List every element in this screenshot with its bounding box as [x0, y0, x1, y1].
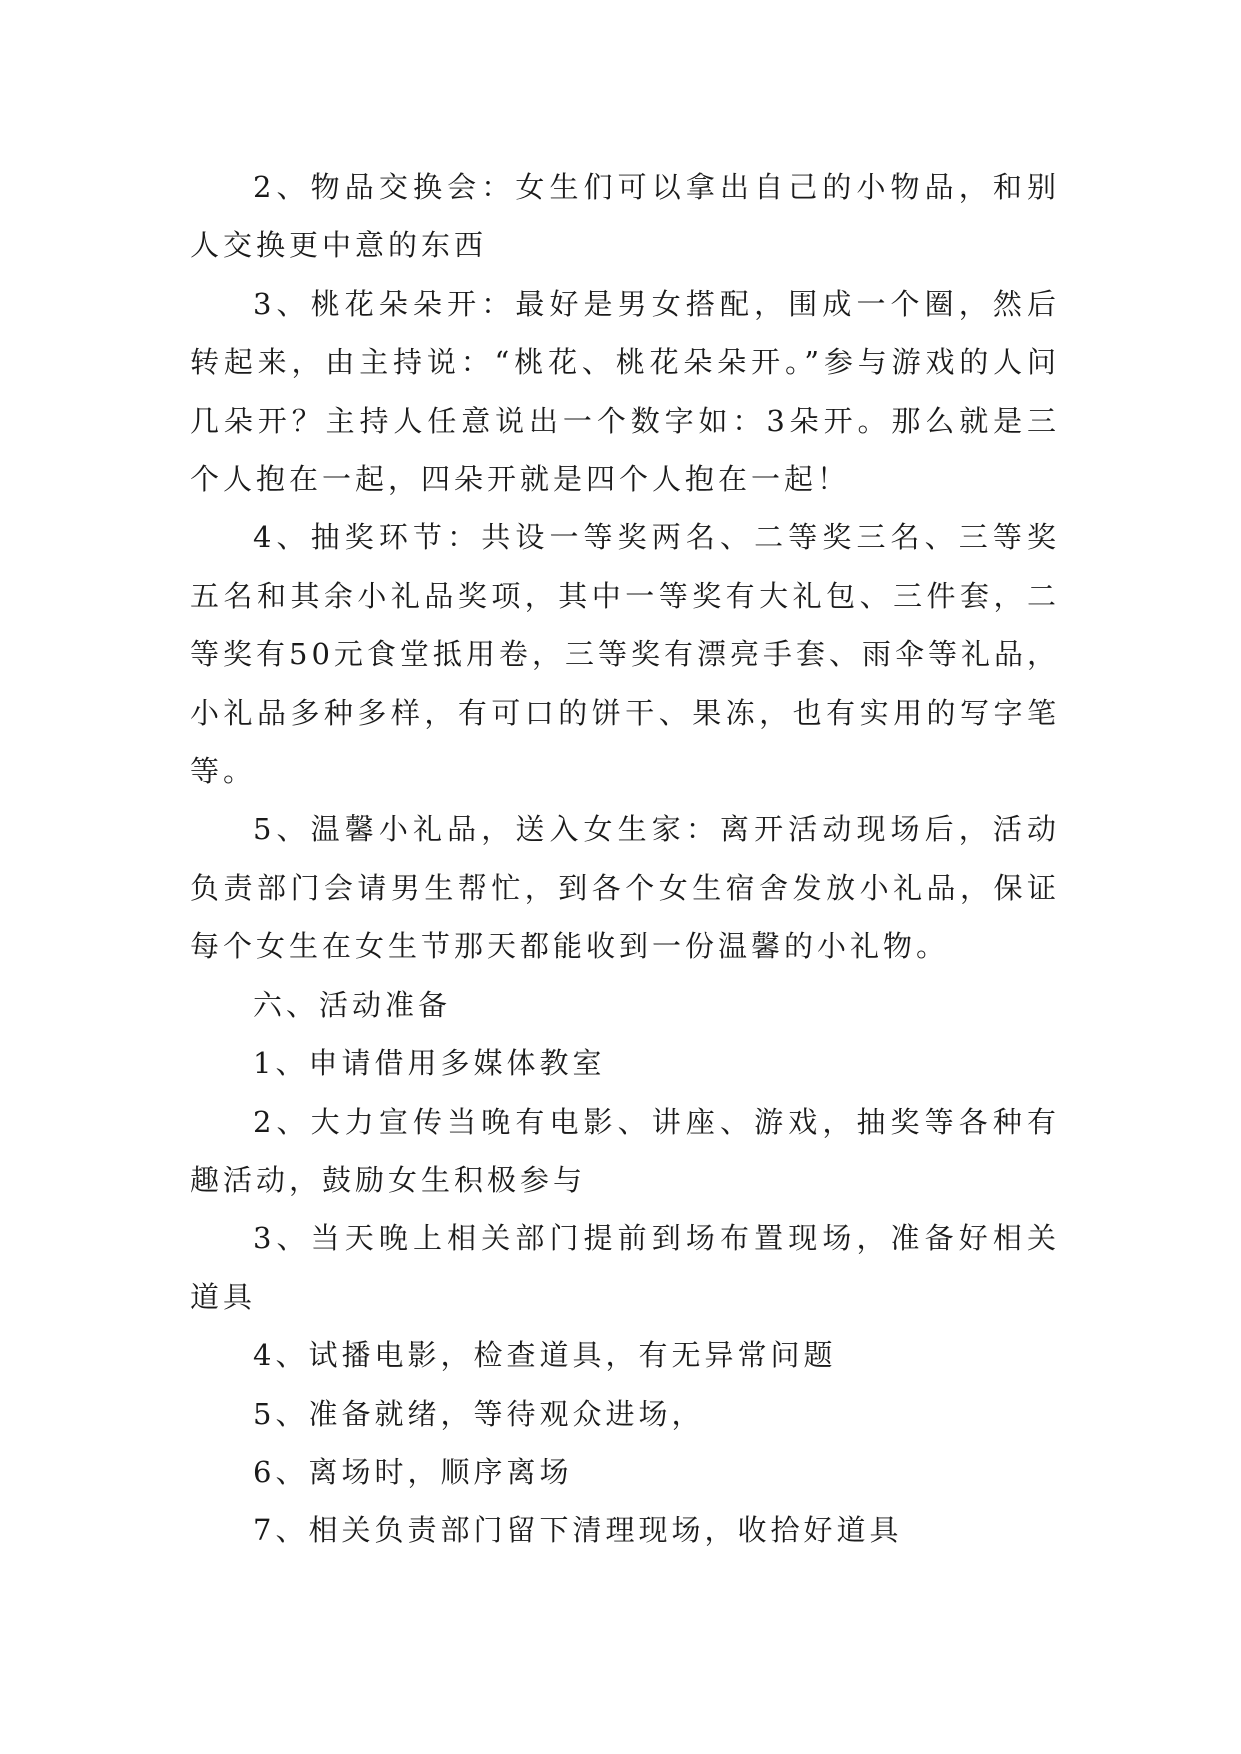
paragraph-gift-delivery: 5、温馨小礼品，送入女生家：离开活动现场后，活动负责部门会请男生帮忙，到各个女生宿舍发放小礼品，保证每个女生在女生节那天都能收到一份温馨的小礼物。 — [190, 812, 1060, 964]
paragraph-lottery: 4、抽奖环节：共设一等奖两名、二等奖三名、三等奖五名和其余小礼品奖项，其中一等奖有大礼包、三件套，二等奖有50元食堂抵用卷，三等奖有漂亮手套、雨伞等礼品，小礼品多种多样，有可口的饼干、果冻，也有实用的写字笔等。 — [190, 520, 1060, 789]
paragraph-prep-4: 4、试播电影，检查道具，有无异常问题 — [253, 1338, 837, 1373]
document-body — [190, 158, 1060, 1560]
paragraph-prep-2: 2、大力宣传当晚有电影、讲座、游戏，抽奖等各种有趣活动，鼓励女生积极参与 — [190, 1104, 1060, 1197]
paragraph-prep-7: 7、相关负责部门留下清理现场，收拾好道具 — [253, 1513, 903, 1548]
paragraph-prep-5: 5、准备就绪，等待观众进场， — [253, 1396, 705, 1431]
section-heading-preparation: 六、活动准备 — [253, 987, 452, 1022]
paragraph-peach-blossom-game: 3、桃花朵朵开：最好是男女搭配，围成一个圈，然后转起来，由主持说：“桃花、桃花朵朵开。”参与游戏的人问几朵开？主持人任意说出一个数字如：3朵开。那么就是三个人抱在一起，四朵开就是四个人抱在一起！ — [190, 286, 1060, 497]
paragraph-prep-1: 1、申请借用多媒体教室 — [253, 1046, 606, 1081]
paragraph-item-exchange: 2、物品交换会：女生们可以拿出自己的小物品，和别人交换更中意的东西 — [190, 170, 1060, 263]
paragraph-prep-6: 6、离场时，顺序离场 — [253, 1454, 573, 1489]
paragraph-prep-3: 3、当天晚上相关部门提前到场布置现场，准备好相关道具 — [190, 1221, 1060, 1314]
